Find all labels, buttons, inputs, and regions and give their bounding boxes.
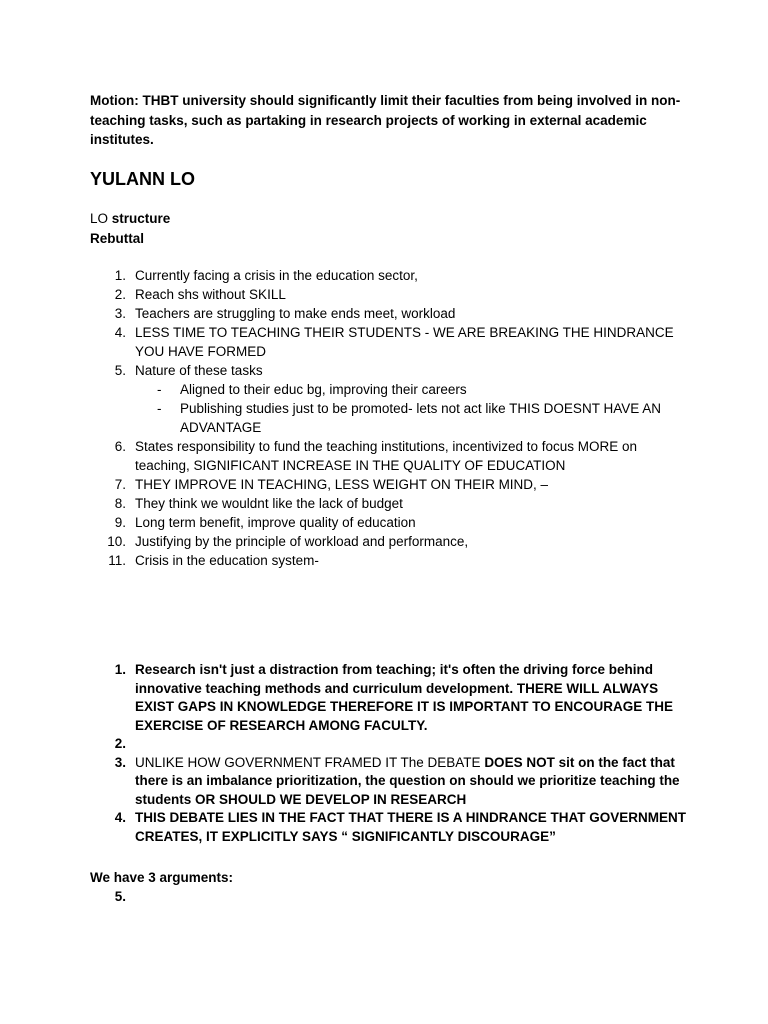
item-text: Crisis in the education system- (135, 553, 319, 568)
list-item (90, 475, 690, 494)
dash-bullet: - (157, 401, 162, 416)
item-number: 6. (114, 439, 126, 454)
item-text: Teachers are struggling to make ends meet, workload (135, 306, 456, 321)
list-item (90, 494, 690, 513)
sub-list-item (135, 399, 690, 437)
item-text: Nature of these tasks (135, 363, 263, 378)
item-number: 2. (114, 736, 126, 751)
list-item (90, 887, 690, 906)
item-text: LESS TIME TO TEACHING THEIR STUDENTS - WE ARE BREAKING THE HINDRANCE YOU HAVE FORMED (135, 325, 674, 359)
rebuttal-list (90, 266, 690, 570)
arguments-list (90, 887, 690, 906)
item-number: 7. (114, 477, 126, 492)
item-number: 8. (114, 496, 126, 511)
item-text: Research isn't just a distraction from teaching; it's often the driving force behind innovative teaching methods and curriculum development. THERE WILL ALWAYS EXIST GAPS IN KNOWLEDGE THEREFORE IT IS IMPORTANT TO ENCOURAGE THE EXERCISE OF RESEARCH AMONG FACULTY. (135, 662, 674, 733)
item-text: Reach shs without SKILL (135, 287, 286, 302)
item-text: Long term benefit, improve quality of education (135, 515, 416, 530)
arguments-heading: We have 3 arguments: (90, 870, 234, 885)
item-text: Justifying by the principle of workload and performance, (135, 534, 469, 549)
item-number: 2. (114, 287, 126, 302)
speaker-heading: YULANN LO (90, 169, 195, 189)
item-text: Currently facing a crisis in the education sector, (135, 268, 418, 283)
motion-text: Motion: THBT university should significantly limit their faculties from being involved in non-teaching tasks, such as partaking in research projects of working in external academic institutes. (90, 93, 681, 147)
list-item (90, 532, 690, 551)
item-number: 11. (108, 553, 126, 568)
item-number: 4. (114, 325, 126, 340)
list-item (90, 735, 690, 754)
list-item (90, 809, 690, 846)
structure-bold: structure (111, 211, 171, 226)
rebuttal-label: Rebuttal (90, 231, 144, 246)
sub-list-item (135, 380, 690, 399)
item-text: States responsibility to fund the teaching institutions, incentivized to focus MORE on teaching, SIGNIFICANT INCREASE IN THE QUALITY OF EDUCATION (135, 439, 638, 473)
item-text: They think we wouldnt like the lack of budget (135, 496, 403, 511)
item-number: 1. (114, 268, 126, 283)
structure-prefix: LO (90, 211, 109, 226)
list-item (90, 661, 690, 735)
list-item (90, 285, 690, 304)
structure-label (90, 209, 170, 228)
item-number: 3. (114, 754, 126, 770)
list-item (90, 323, 690, 361)
list-item (90, 513, 690, 532)
list-item (90, 304, 690, 323)
item-number: 1. (114, 662, 126, 677)
list-item (90, 437, 690, 475)
item-number: 4. (114, 810, 126, 825)
list-item (90, 266, 690, 285)
item-number: 9. (114, 515, 126, 530)
item-number: 5. (114, 363, 126, 378)
sub-item-text: Aligned to their educ bg, improving their careers (180, 382, 467, 397)
list-item (90, 551, 690, 570)
item-text-normal: UNLIKE HOW GOVERNMENT FRAMED IT The DEBATE (135, 754, 485, 770)
sub-list (135, 380, 690, 437)
item-number: 5. (114, 889, 126, 904)
item-number: 3. (114, 306, 126, 321)
item-text: THIS DEBATE LIES IN THE FACT THAT THERE IS A HINDRANCE THAT GOVERNMENT CREATES, IT EXPLICITLY SAYS “ SIGNIFICANTLY DISCOURAGE” (135, 810, 687, 844)
dash-bullet: - (157, 382, 162, 397)
list-item (90, 754, 690, 810)
list-item (90, 361, 690, 437)
argument-points-list (90, 661, 690, 846)
item-number: 10. (107, 534, 126, 549)
item-text: DOES NOT sit on the fact that there is an imbalance prioritization, the question on should we prioritize teaching the students OR SHOULD WE DEVELOP IN RESEARCH (135, 754, 680, 807)
item-text: THEY IMPROVE IN TEACHING, LESS WEIGHT ON THEIR MIND, – (135, 477, 549, 492)
sub-item-text: Publishing studies just to be promoted- lets not act like THIS DOESNT HAVE AN ADVANTAGE (180, 401, 661, 435)
